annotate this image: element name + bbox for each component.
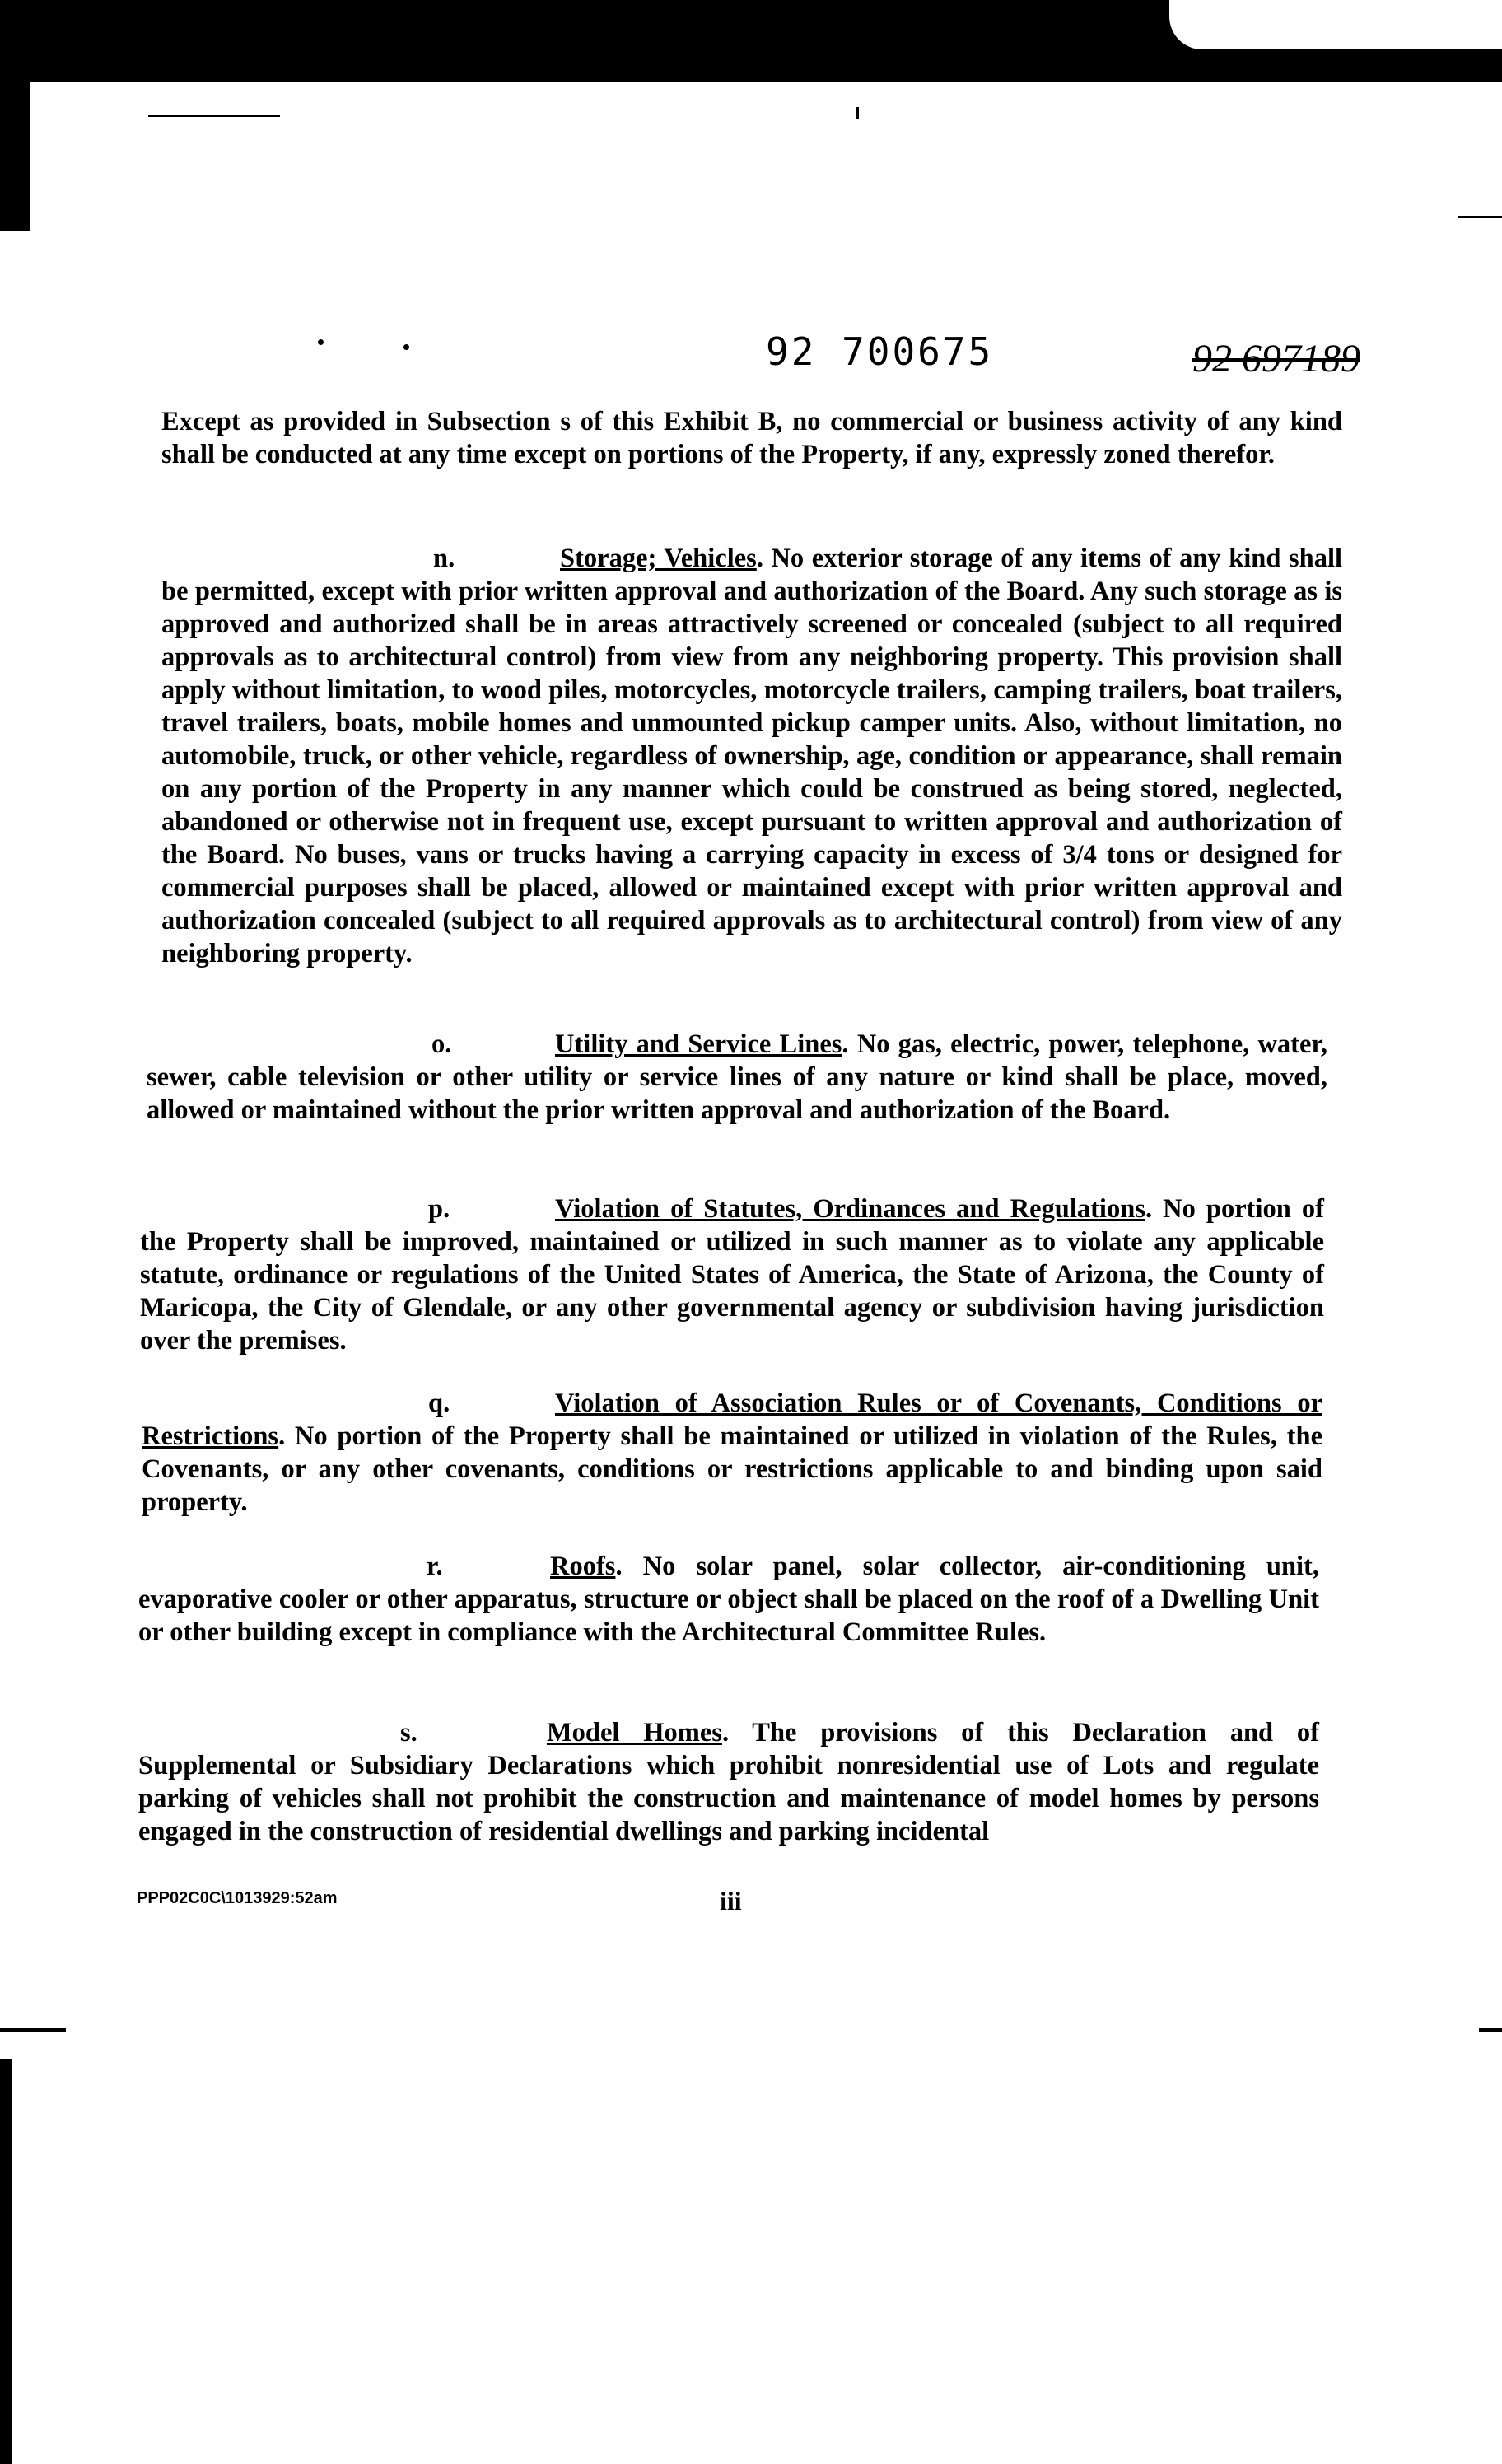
section-s-text: . The provisions of this Declaration and of Supplemental or Subsidiary Declarations which prohibit nonresidential use of Lots and regulate parking of vehicles shall not prohibit the construction and maintenance of model homes by persons engaged in the construction of residential dwellings and parking incidental [138,1718,1319,1846]
section-r-title: Roofs [550,1552,616,1581]
section-o-label: o. [431,1029,452,1059]
struck-document-number: 92 697189 [1192,337,1360,380]
section-n-text: . No exterior storage of any items of any kind shall be permitted, except with prior written approval and authorization of the Board. Any such storage as is approved and authorized shall be in areas attractively screened or concealed (subject to all required approvals as to architectural control) from view from any neighboring property. This provision shall apply without limitation, to wood piles, motorcycles, motorcycle trailers, camping trailers, boat trailers, travel trailers, boats, mobile homes and unmounted pickup camper units. Also, without limitation, no automobile, truck, or other vehicle, regardless of ownership, age, condition or appearance, shall remain on any portion of the Property in any manner which could be construed as being stored, neglected, abandoned or otherwise not in frequent use, except pursuant to written approval and authorization of the Board. No buses, vans or trucks having a carrying capacity in excess of 3/4 tons or designed for commercial purposes shall be placed, allowed or maintained except with prior written approval and authorization concealed (subject to all required approvals as to architectural control) from view of any neighboring property. [161,544,1343,968]
scan-speck [856,107,859,119]
section-s [138,1716,1319,1848]
intro-paragraph [161,405,1342,471]
section-r-label: r. [427,1552,443,1581]
scan-dot [318,339,324,345]
section-q-title: Violation of Association Rules or of Covenants, Conditions or Restrictions [142,1388,1322,1451]
footer-document-code: PPP02C0C\1013929:52am [137,1889,338,1907]
document-number: 92 700675 [766,329,994,374]
scan-speck [1458,216,1502,218]
section-r-text: . No solar panel, solar collector, air-conditioning unit, evaporative cooler or other apparatus, structure or object shall be placed on the roof of a Dwelling Unit or other building except in compliance with the Architectural Committee Rules. [138,1552,1319,1647]
intro-text: Except as provided in Subsection s of this Exhibit B, no commercial or business activity of any kind shall be conducted at any time except on portions of the Property, if any, expressly zoned therefor. [161,407,1342,469]
section-s-label: s. [400,1718,417,1748]
section-q-label: q. [428,1388,450,1418]
section-p-title: Violation of Statutes, Ordinances and Regulations [555,1194,1145,1224]
scan-border-notch [1169,0,1502,49]
section-q-text: . No portion of the Property shall be maintained or utilized in violation of the Rules, the Covenants, or any other covenants, conditions or restrictions applicable to and binding upon said property. [142,1421,1322,1517]
scan-border-left-top [0,82,30,231]
section-p [140,1192,1324,1357]
section-p-label: p. [428,1194,450,1224]
section-n-title: Storage; Vehicles [560,544,757,573]
scan-mark-left [0,2028,66,2032]
scan-mark-right [1479,2028,1502,2032]
section-o [147,1028,1327,1127]
section-o-title: Utility and Service Lines [555,1029,842,1059]
scan-speck [148,115,280,117]
page-number: iii [720,1886,742,1916]
section-n [161,542,1342,970]
section-p-text: . No portion of the Property shall be improved, maintained or utilized in such manner as to violate any applicable statute, ordinance or regulations of the United States of America, the State of Arizona, the County of Maricopa, the City of Glendale, or any other governmental agency or subdivision having jurisdiction over the premises. [140,1194,1324,1356]
section-q [142,1387,1322,1519]
section-r [138,1550,1319,1649]
section-n-label: n. [433,544,455,573]
section-s-title: Model Homes [547,1718,722,1748]
scan-border-left-bottom [0,2059,12,2464]
section-o-text: . No gas, electric, power, telephone, water, sewer, cable television or other utility or service lines of any nature or kind shall be place, moved, allowed or maintained without the prior written approval and authorization of the Board. [147,1029,1327,1125]
scan-dot [403,344,409,350]
